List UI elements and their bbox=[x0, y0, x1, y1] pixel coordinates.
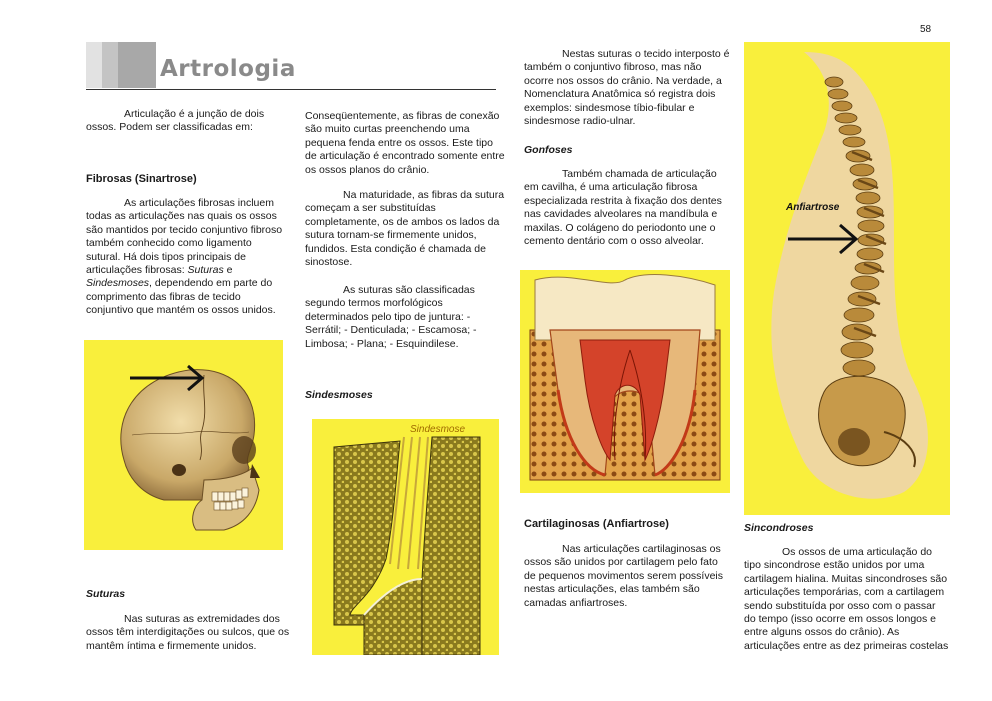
anfiartrose-label: Anfiartrose bbox=[786, 202, 840, 213]
spine-image bbox=[744, 42, 950, 515]
sindesmoses-heading: Sindesmoses bbox=[305, 389, 373, 401]
fibrosas-heading: Fibrosas (Sinartrose) bbox=[86, 173, 197, 185]
sindesmose-label: Sindesmose bbox=[410, 424, 466, 435]
tooth-image bbox=[520, 270, 730, 493]
suturas-term: Suturas bbox=[187, 264, 224, 277]
fibrosas-paragraph: As articulações fibrosas incluem todas as articulações nas quais os ossos são mantidos por tecido conjuntivo fibroso também conhecido como ligamento sutural. Há dois tipos principais de articulações fibrosas: Suturas e Sindesmoses, dependendo em parte do comprimento das fibras de tecido conjuntivo que mantém os ossos unidos. bbox=[86, 197, 283, 317]
col3-paragraph-1: Nestas suturas o tecido interposto é também o conjuntivo fibroso, mas não ocorre nos ossos do crânio. Na verdade, a Nomenclatura Anatômica só registra dois exemplos: sindesmose tíbio-fibular e sindesmose radio-ulnar. bbox=[524, 48, 730, 128]
intro-paragraph: Articulação é a junção de dois ossos. Podem ser classificadas em: bbox=[86, 108, 265, 134]
suturas-paragraph: Nas suturas as extremidades dos ossos têm interdigitações ou sulcos, que os mantêm íntima e firmemente unidos. bbox=[86, 613, 290, 652]
col2-paragraph-1: Conseqüentemente, as fibras de conexão são muito curtas preenchendo uma pequena fenda entre os ossos. Este tipo de articulação é encontrado somente entre os ossos planos do crânio. bbox=[305, 110, 505, 176]
tooth-illustration bbox=[520, 270, 730, 493]
cartilaginosas-heading: Cartilaginosas (Anfiartrose) bbox=[524, 518, 669, 530]
sindesmoses-term: Sindesmoses bbox=[86, 277, 150, 290]
title-block-decoration bbox=[86, 42, 156, 88]
title-rule bbox=[86, 89, 496, 90]
col2-paragraph-3: As suturas são classificadas segundo termos morfológicos determinados pelo tipo de juntura: - Serrátil; - Denticulada; - Escamosa; - Limbosa; - Plana; - Esquindilese. bbox=[305, 284, 477, 350]
sincondroses-heading: Sincondroses bbox=[744, 522, 814, 534]
cartilaginosas-paragraph: Nas articulações cartilaginosas os ossos são unidos por cartilagem pelo fato de pequenos movimentos serem possíveis nestas articulações, elas também são camadas anfiartroses. bbox=[524, 543, 724, 609]
gonfoses-heading: Gonfoses bbox=[524, 144, 573, 156]
page-title: Artrologia bbox=[160, 56, 296, 82]
gonfoses-paragraph: Também chamada de articulação em cavilha, é uma articulação fibrosa especializada restrita à fixação dos dentes nas cavidades alveolares na mandíbula e maxilas. O colágeno do periodonto une o cemento dentário com o osso alveolar. bbox=[524, 168, 722, 248]
sindesmose-image bbox=[312, 419, 499, 655]
page-number: 58 bbox=[920, 24, 932, 35]
suturas-heading: Suturas bbox=[86, 588, 126, 600]
spine-illustration bbox=[744, 42, 950, 515]
col2-paragraph-2: Na maturidade, as fibras da sutura começam a ser substituídas completamente, os de ambos os lados da sutura tornam-se firmemente unidos, fundidos. Esta condição é chamada de sinostose. bbox=[305, 189, 505, 269]
skull-illustration bbox=[84, 340, 283, 550]
skull-image bbox=[84, 340, 283, 550]
sincondroses-paragraph: Os ossos de uma articulação do tipo sincondrose estão unidos por uma cartilagem hialina. Muitas sincondroses são articulações temporárias, com a cartilagem sendo substituída por osso com o passar do tempo (isso ocorre em ossos longos e entre alguns ossos do crânio). As articulações entre as dez primeiras costelas bbox=[744, 546, 949, 652]
sindesmose-illustration bbox=[312, 419, 499, 655]
